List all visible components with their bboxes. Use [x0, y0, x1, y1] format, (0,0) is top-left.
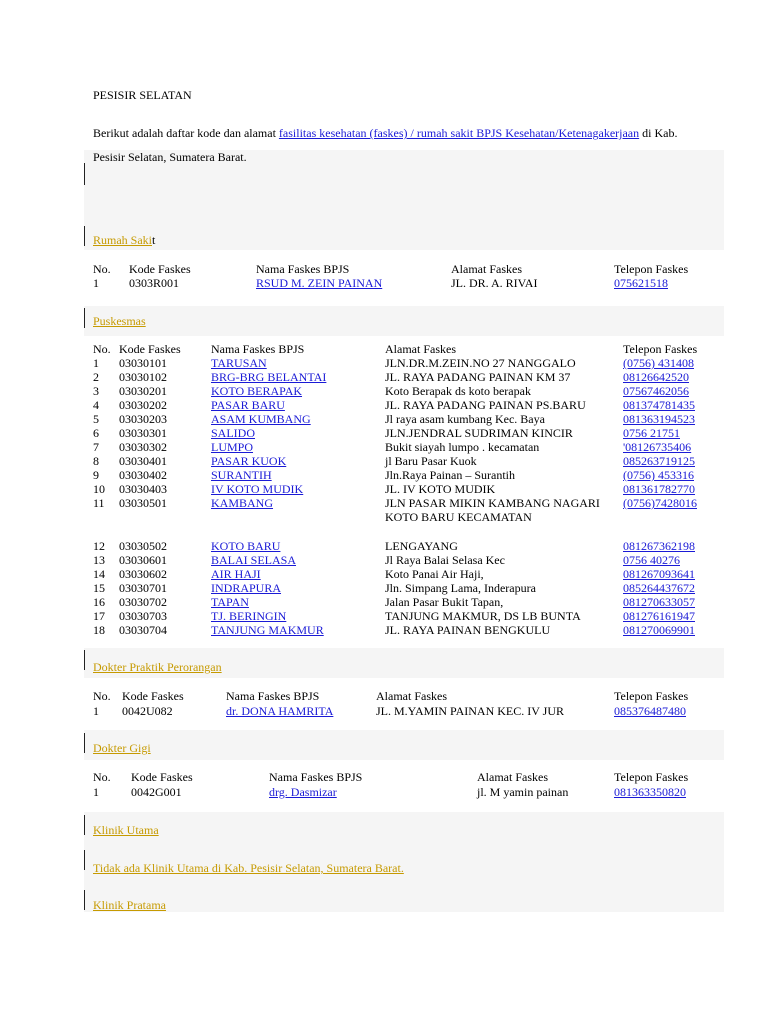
text-cursor-mark	[84, 890, 85, 910]
cell-kode-faskes: 03030601	[119, 553, 167, 567]
phone-link[interactable]: (0756) 431408	[623, 356, 694, 370]
cell-kode-faskes: 03030703	[119, 609, 167, 623]
cell-alamat: Koto Berapak ds koto berapak	[385, 384, 531, 398]
phone-link[interactable]: 081361782770	[623, 482, 695, 496]
column-header-telepon: Telepon Faskes	[614, 689, 689, 703]
text-cursor-mark	[84, 650, 85, 670]
cell-no: 18	[93, 623, 105, 637]
section-heading-dokter-gigi[interactable]: Dokter Gigi	[93, 741, 151, 755]
cell-no: 13	[93, 553, 105, 567]
intro-text-after: di Kab.	[639, 126, 678, 140]
cell-alamat-line-2: KOTO BARU KECAMATAN	[385, 510, 532, 524]
cell-alamat: JL. DR. A. RIVAI	[451, 276, 538, 290]
faskes-name-link[interactable]: RSUD M. ZEIN PAINAN	[256, 276, 383, 290]
text-cursor-mark	[84, 733, 85, 753]
phone-link[interactable]: 081267093641	[623, 567, 695, 581]
cell-kode-faskes: 03030704	[119, 623, 167, 637]
faskes-name-link[interactable]: TANJUNG MAKMUR	[211, 623, 324, 637]
faskes-name-link[interactable]: TAPAN	[211, 595, 249, 609]
cell-alamat: Jln. Simpang Lama, Inderapura	[385, 581, 536, 595]
column-header-alamat: Alamat Faskes	[376, 689, 447, 703]
phone-link[interactable]: 085263719125	[623, 454, 695, 468]
faskes-link[interactable]: fasilitas kesehatan (faskes) / rumah sakit BPJS Kesehatan/Ketenagakerjaan	[278, 126, 640, 140]
faskes-name-link[interactable]: AIR HAJI	[211, 567, 261, 581]
section-heading-rumah-sakit[interactable]	[93, 233, 155, 247]
cell-alamat: JLN PASAR MIKIN KAMBANG NAGARI	[385, 496, 600, 510]
column-header-no: No.	[93, 342, 111, 356]
cell-alamat: Jl raya asam kumbang Kec. Baya	[385, 412, 545, 426]
cell-alamat: LENGAYANG	[385, 539, 458, 553]
cell-alamat: JLN.DR.M.ZEIN.NO 27 NANGGALO	[385, 356, 576, 370]
column-header-no: No.	[93, 689, 111, 703]
intro-line-1	[93, 126, 677, 140]
cell-kode-faskes: 03030502	[119, 539, 167, 553]
cell-kode-faskes: 0303R001	[129, 276, 180, 290]
cell-alamat: JL. RAYA PADANG PAINAN KM 37	[385, 370, 571, 384]
text-cursor-mark	[84, 815, 85, 835]
phone-link[interactable]: 07567462056	[623, 384, 689, 398]
section-heading-tail: t	[152, 233, 156, 247]
cell-kode-faskes: 03030302	[119, 440, 167, 454]
column-header-kode: Kode Faskes	[119, 342, 181, 356]
column-header-telepon: Telepon Faskes	[623, 342, 698, 356]
cell-kode-faskes: 03030403	[119, 482, 167, 496]
cell-alamat: Bukit siayah lumpo . kecamatan	[385, 440, 540, 454]
faskes-name-link[interactable]: BALAI SELASA	[211, 553, 297, 567]
cell-no: 11	[93, 496, 105, 510]
faskes-name-link[interactable]: dr. DONA HAMRITA	[226, 704, 334, 718]
column-header-no: No.	[93, 262, 111, 276]
phone-link[interactable]: 081270633057	[623, 595, 695, 609]
faskes-name-link[interactable]: SURANTIH	[211, 468, 272, 482]
cell-alamat: jl. M yamin painan	[477, 785, 569, 799]
section-heading-text[interactable]: Rumah Saki	[93, 233, 152, 247]
cell-alamat: jl Baru Pasar Kuok	[385, 454, 477, 468]
cell-no: 6	[93, 426, 99, 440]
cell-kode-faskes: 03030201	[119, 384, 167, 398]
phone-link[interactable]: 081363194523	[623, 412, 695, 426]
faskes-name-link[interactable]: IV KOTO MUDIK	[211, 482, 304, 496]
cell-kode-faskes: 0042U082	[122, 704, 173, 718]
cell-no: 9	[93, 468, 99, 482]
phone-link[interactable]: 081374781435	[623, 398, 695, 412]
cell-kode-faskes: 03030101	[119, 356, 167, 370]
cell-no: 2	[93, 370, 99, 384]
column-header-no: No.	[93, 770, 111, 784]
cell-kode-faskes: 03030401	[119, 454, 167, 468]
cell-alamat: Jln.Raya Painan – Surantih	[385, 468, 515, 482]
text-cursor-mark	[84, 226, 85, 246]
cell-no: 14	[93, 567, 105, 581]
column-header-nama: Nama Faskes BPJS	[226, 689, 320, 703]
cell-alamat: Koto Panai Air Haji,	[385, 567, 484, 581]
phone-link[interactable]: (0756) 453316	[623, 468, 694, 482]
cell-kode-faskes: 03030701	[119, 581, 167, 595]
faskes-name-link[interactable]: TARUSAN	[211, 356, 267, 370]
phone-link[interactable]: 085376487480	[614, 704, 686, 718]
cell-kode-faskes: 03030501	[119, 496, 167, 510]
page-title: PESISIR SELATAN	[93, 88, 192, 102]
faskes-name-link[interactable]: KOTO BARU	[211, 539, 281, 553]
cell-kode-faskes: 03030702	[119, 595, 167, 609]
phone-link[interactable]: 081270069901	[623, 623, 695, 637]
cell-alamat: JL. RAYA PADANG PAINAN PS.BARU	[385, 398, 586, 412]
column-header-kode: Kode Faskes	[122, 689, 184, 703]
faskes-name-link[interactable]: drg. Dasmizar	[269, 785, 337, 799]
column-header-kode: Kode Faskes	[131, 770, 193, 784]
cell-alamat: Jl Raya Balai Selasa Kec	[385, 553, 505, 567]
cell-no: 1	[93, 704, 99, 718]
faskes-name-link[interactable]: BRG-BRG BELANTAI	[211, 370, 327, 384]
cell-kode-faskes: 03030301	[119, 426, 167, 440]
cell-no: 12	[93, 539, 105, 553]
cell-no: 10	[93, 482, 105, 496]
column-header-telepon: Telepon Faskes	[614, 770, 689, 784]
intro-text: Berikut adalah daftar kode dan alamat	[93, 126, 279, 140]
cell-no: 15	[93, 581, 105, 595]
phone-link[interactable]: 081363350820	[614, 785, 686, 799]
intro-line-2: Pesisir Selatan, Sumatera Barat.	[93, 150, 247, 164]
text-cursor-mark	[84, 850, 85, 870]
cell-no: 17	[93, 609, 105, 623]
column-header-telepon: Telepon Faskes	[614, 262, 689, 276]
section-heading-dokter-praktik[interactable]: Dokter Praktik Perorangan	[93, 660, 222, 674]
cell-no: 4	[93, 398, 99, 412]
cell-alamat: JL. RAYA PAINAN BENGKULU	[385, 623, 551, 637]
cell-kode-faskes: 03030202	[119, 398, 167, 412]
cell-kode-faskes: 03030402	[119, 468, 167, 482]
cell-no: 8	[93, 454, 99, 468]
shade-panel	[84, 306, 724, 336]
phone-link[interactable]: '08126735406	[623, 440, 692, 454]
cell-kode-faskes: 0042G001	[131, 785, 182, 799]
cell-kode-faskes: 03030602	[119, 567, 167, 581]
cell-no: 1	[93, 276, 99, 290]
phone-link[interactable]: (0756)7428016	[623, 496, 697, 510]
faskes-name-link[interactable]: LUMPO	[211, 440, 254, 454]
cell-alamat: JL. IV KOTO MUDIK	[385, 482, 496, 496]
faskes-name-link[interactable]: PASAR KUOK	[211, 454, 287, 468]
cell-no: 1	[93, 785, 99, 799]
faskes-name-link[interactable]: ASAM KUMBANG	[211, 412, 311, 426]
phone-link[interactable]: 085264437672	[623, 581, 695, 595]
cell-no: 1	[93, 356, 99, 370]
phone-link[interactable]: 081267362198	[623, 539, 695, 553]
cell-alamat: JLN.JENDRAL SUDRIMAN KINCIR	[385, 426, 573, 440]
klinik-utama-note[interactable]: Tidak ada Klinik Utama di Kab. Pesisir Selatan, Sumatera Barat.	[93, 861, 404, 875]
faskes-name-link[interactable]: INDRAPURA	[211, 581, 282, 595]
section-heading-puskesmas[interactable]: Puskesmas	[93, 314, 146, 328]
column-header-nama: Nama Faskes BPJS	[211, 342, 305, 356]
phone-link[interactable]: 08126642520	[623, 370, 689, 384]
faskes-name-link[interactable]: SALIDO	[211, 426, 255, 440]
column-header-kode: Kode Faskes	[129, 262, 191, 276]
cell-no: 7	[93, 440, 99, 454]
cell-no: 5	[93, 412, 99, 426]
phone-link[interactable]: 0756 21751	[623, 426, 680, 440]
cell-no: 3	[93, 384, 99, 398]
cell-no: 16	[93, 595, 105, 609]
shade-panel	[84, 730, 724, 760]
column-header-alamat: Alamat Faskes	[385, 342, 456, 356]
cell-alamat: TANJUNG MAKMUR, DS LB BUNTA	[385, 609, 581, 623]
cell-kode-faskes: 03030102	[119, 370, 167, 384]
shade-panel	[84, 150, 724, 250]
column-header-alamat: Alamat Faskes	[451, 262, 522, 276]
cell-alamat: Jalan Pasar Bukit Tapan,	[385, 595, 504, 609]
phone-link[interactable]: 075621518	[614, 276, 668, 290]
column-header-nama: Nama Faskes BPJS	[256, 262, 350, 276]
faskes-name-link[interactable]: PASAR BARU	[211, 398, 285, 412]
phone-link[interactable]: 0756 40276	[623, 553, 680, 567]
faskes-name-link[interactable]: KAMBANG	[211, 496, 274, 510]
phone-link[interactable]: 081276161947	[623, 609, 695, 623]
cell-kode-faskes: 03030203	[119, 412, 167, 426]
section-heading-klinik-utama[interactable]: Klinik Utama	[93, 823, 159, 837]
faskes-name-link[interactable]: TJ. BERINGIN	[211, 609, 287, 623]
column-header-nama: Nama Faskes BPJS	[269, 770, 363, 784]
faskes-name-link[interactable]: KOTO BERAPAK	[211, 384, 303, 398]
section-heading-klinik-pratama[interactable]: Klinik Pratama	[93, 898, 166, 912]
text-cursor-mark	[84, 163, 85, 185]
column-header-alamat: Alamat Faskes	[477, 770, 548, 784]
cell-alamat: JL. M.YAMIN PAINAN KEC. IV JUR	[376, 704, 565, 718]
text-cursor-mark	[84, 308, 85, 328]
